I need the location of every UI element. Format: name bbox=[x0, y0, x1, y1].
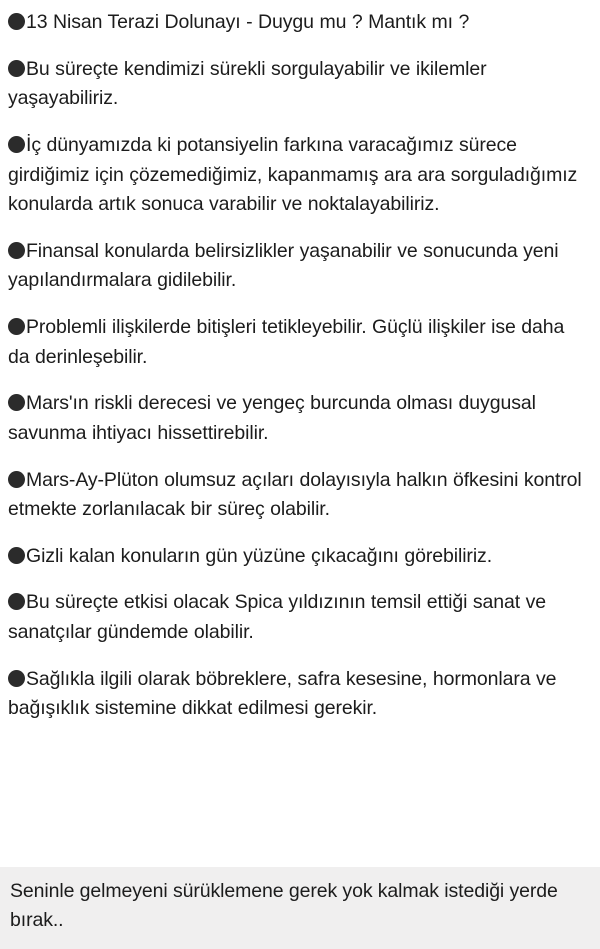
bullet-dot-icon bbox=[8, 394, 25, 411]
bullet-dot-icon bbox=[8, 136, 25, 153]
bullet-dot-icon bbox=[8, 60, 25, 77]
footer-quote-text: Seninle gelmeyeni sürüklemene gerek yok kalmak istediği yerde bırak.. bbox=[10, 879, 558, 931]
bullet-dot-icon bbox=[8, 242, 25, 259]
list-item bbox=[8, 8, 586, 38]
bullet-dot-icon bbox=[8, 471, 25, 488]
list-item bbox=[8, 466, 586, 525]
list-item bbox=[8, 237, 586, 296]
list-item-text: Gizli kalan konuların gün yüzüne çıkacağını görebiliriz. bbox=[26, 544, 493, 567]
list-item bbox=[8, 313, 586, 372]
list-item bbox=[8, 665, 586, 724]
list-item-text: Finansal konularda belirsizlikler yaşanabilir ve sonucunda yeni yapılandırmalara gidilebilir. bbox=[8, 239, 559, 292]
bullet-dot-icon bbox=[8, 670, 25, 687]
list-item bbox=[8, 389, 586, 448]
bullet-dot-icon bbox=[8, 593, 25, 610]
list-item-text: Bu süreçte kendimizi sürekli sorgulayabilir ve ikilemler yaşayabiliriz. bbox=[8, 57, 487, 110]
list-item-text: 13 Nisan Terazi Dolunayı - Duygu mu ? Mantık mı ? bbox=[26, 11, 470, 33]
bullet-dot-icon bbox=[8, 13, 25, 30]
list-item bbox=[8, 131, 586, 220]
list-item bbox=[8, 55, 586, 114]
list-item-text: Bu süreçte etkisi olacak Spica yıldızının temsil ettiği sanat ve sanatçılar gündemde olabilir. bbox=[8, 591, 546, 643]
bullet-dot-icon bbox=[8, 318, 25, 335]
list-item bbox=[8, 542, 586, 572]
list-item-text: Sağlıkla ilgili olarak böbreklere, safra kesesine, hormonlara ve bağışıklık sistemine dikkat edilmesi gerekir. bbox=[8, 667, 557, 720]
bullet-dot-icon bbox=[8, 547, 25, 564]
list-item-text: Mars'ın riskli derecesi ve yengeç burcunda olması duygusal savunma ihtiyacı hissettirebilir. bbox=[8, 392, 536, 444]
footer-quote bbox=[0, 867, 600, 949]
list-item-text: Mars-Ay-Plüton olumsuz açıları dolayısıyla halkın öfkesini kontrol etmekte zorlanılacak bir süreç olabilir. bbox=[8, 468, 582, 521]
list-item-text: İç dünyamızda ki potansiyelin farkına varacağımız sürece girdiğimiz için çözemediğimiz, kapanmamış ara ara sorguladığımız konularda artık sonuca varabilir ve noktalayabiliriz. bbox=[8, 133, 578, 216]
list-item bbox=[8, 588, 586, 647]
list-item-text: Problemli ilişkilerde bitişleri tetikleyebilir. Güçlü ilişkiler ise daha da derinleşebilir. bbox=[8, 316, 565, 368]
